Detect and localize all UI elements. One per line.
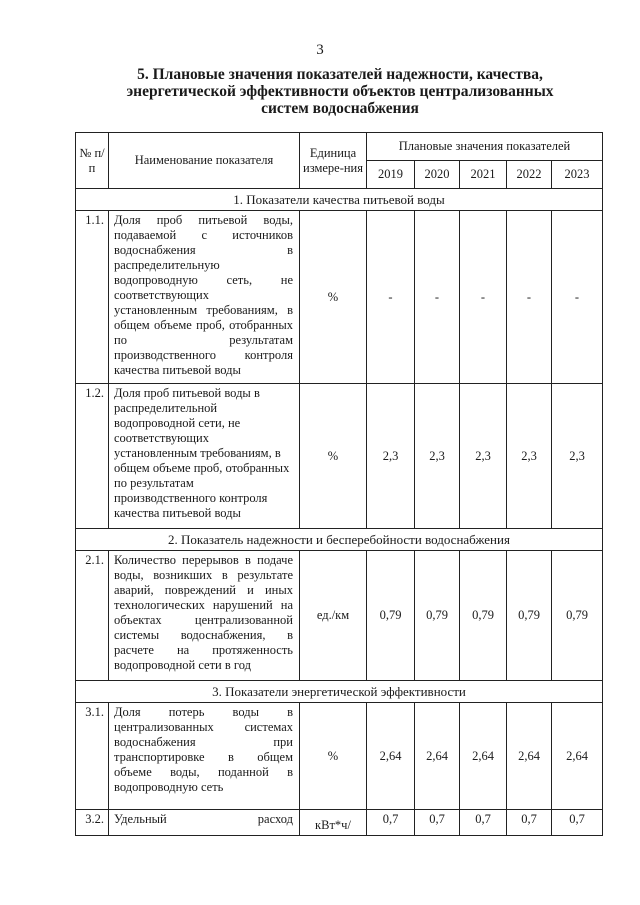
row-value: 0,79 <box>460 551 507 681</box>
section-row <box>76 529 603 551</box>
table-row <box>76 211 603 384</box>
row-value: 0,79 <box>367 551 415 681</box>
table-row <box>76 384 603 529</box>
row-name: Удельный расход <box>109 810 300 836</box>
row-num: 1.1. <box>76 211 109 384</box>
title-line: энергетической эффективности объектов централизованных <box>126 83 554 100</box>
indicators-table <box>75 132 603 836</box>
row-value: 0,79 <box>415 551 460 681</box>
row-value: - <box>367 211 415 384</box>
row-unit: % <box>300 384 367 529</box>
row-value: 0,7 <box>460 810 507 836</box>
row-value: - <box>415 211 460 384</box>
title-line: 5. Плановые значения показателей надежности, качества, <box>137 66 543 83</box>
row-name: Доля проб питьевой воды в распределительной водопроводной сети, не соответствующих установленным требованиям, в общем объеме проб, отобранных по результатам производственного контроля качества питьевой воды <box>109 384 300 529</box>
row-name: Доля потерь воды в централизованных системах водоснабжения при транспортировке в общем объеме воды, поданной в водопроводную сеть <box>109 703 300 810</box>
row-value: 2,64 <box>415 703 460 810</box>
row-value: 0,7 <box>552 810 603 836</box>
header-unit: Единица измере-ния <box>300 133 367 189</box>
row-value: 2,64 <box>367 703 415 810</box>
table-row <box>76 703 603 810</box>
year-header: 2023 <box>552 161 603 189</box>
table-row <box>76 810 603 836</box>
header-row <box>76 133 603 161</box>
year-header: 2022 <box>507 161 552 189</box>
row-value: 0,7 <box>507 810 552 836</box>
row-value: - <box>507 211 552 384</box>
row-unit: ед./км <box>300 551 367 681</box>
row-num: 3.2. <box>76 810 109 836</box>
header-num: № п/п <box>76 133 109 189</box>
row-num: 3.1. <box>76 703 109 810</box>
row-value: 2,3 <box>415 384 460 529</box>
page-number: 3 <box>316 42 324 58</box>
year-header: 2020 <box>415 161 460 189</box>
title-line: систем водоснабжения <box>261 100 419 117</box>
table-row <box>76 551 603 681</box>
row-value: - <box>460 211 507 384</box>
section-title: 2. Показатель надежности и бесперебойности водоснабжения <box>76 529 603 551</box>
row-value: 0,7 <box>415 810 460 836</box>
row-name: Доля проб питьевой воды, подаваемой с источников водоснабжения в распределительную водопроводную сеть, не соответствующих установленным требованиям, в общем объеме проб, отобранных по результатам производственного контроля качества питьевой воды <box>109 211 300 384</box>
section-row <box>76 681 603 703</box>
row-value: 2,3 <box>460 384 507 529</box>
document-title <box>70 66 610 117</box>
row-value: 0,7 <box>367 810 415 836</box>
row-value: 2,64 <box>507 703 552 810</box>
row-value: 2,3 <box>552 384 603 529</box>
row-name: Количество перерывов в подаче воды, возникших в результате аварий, повреждений и иных технологических нарушений на объектах централизованной системы водоснабжения, в расчете на протяженность водопроводной сети в год <box>109 551 300 681</box>
year-header: 2021 <box>460 161 507 189</box>
row-num: 1.2. <box>76 384 109 529</box>
section-row <box>76 189 603 211</box>
header-plan: Плановые значения показателей <box>367 133 603 161</box>
row-unit: % <box>300 211 367 384</box>
year-header: 2019 <box>367 161 415 189</box>
row-value: 0,79 <box>552 551 603 681</box>
row-num: 2.1. <box>76 551 109 681</box>
section-title: 3. Показатели энергетической эффективности <box>76 681 603 703</box>
row-unit: кВт*ч/ <box>300 810 367 836</box>
header-name: Наименование показателя <box>109 133 300 189</box>
section-title: 1. Показатели качества питьевой воды <box>76 189 603 211</box>
row-value: 2,3 <box>367 384 415 529</box>
row-value: 2,64 <box>460 703 507 810</box>
row-unit: % <box>300 703 367 810</box>
row-value: 2,64 <box>552 703 603 810</box>
row-value: 2,3 <box>507 384 552 529</box>
row-value: - <box>552 211 603 384</box>
row-value: 0,79 <box>507 551 552 681</box>
